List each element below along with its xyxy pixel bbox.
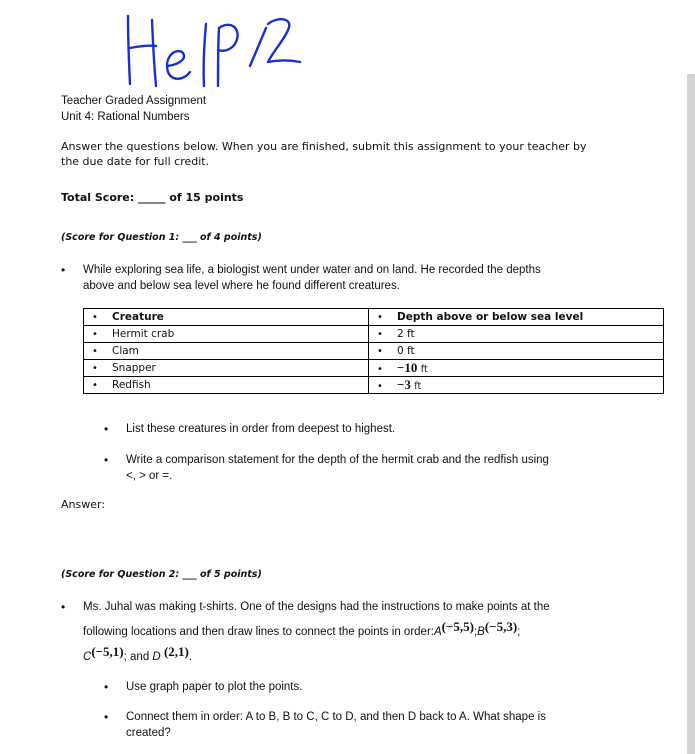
instructions-line-2: the due date for full credit. [61,155,210,168]
header-depth: Depth above or below sea level [397,311,584,323]
creature-depth-table [83,308,664,394]
answer-label: Answer: [61,498,106,511]
q2-prompt-line-1: Ms. Juhal was making t-shirts. One of the designs had the instructions to make points at the [83,601,550,613]
table-row: • Redfish • −3 ft [84,377,664,394]
q2-task-2-bullet: • [104,710,109,724]
point-a-label: A [433,626,442,638]
depth-cell: 0 ft [397,345,415,357]
creature-cell: Clam [112,345,139,357]
course-title: Teacher Graded Assignment [61,95,207,107]
q1-prompt-line-1: While exploring sea life, a biologist went under water and on land. He recorded the depths [83,264,541,276]
handwritten-help-note [118,6,308,88]
point-b-label: B [477,626,485,638]
depth-value: −10 [397,360,418,375]
page-scroll-edge [687,74,695,754]
depth-cell: 2 ft [397,328,415,340]
header-creature: Creature [112,311,164,323]
point-a: (−5,5) [441,619,474,634]
q2-score: (Score for Question 2: ___ of 5 points) [61,569,262,580]
q2-bullet: • [61,600,66,614]
q1-task-1-bullet: • [104,422,109,436]
point-d-label: D [152,651,161,663]
q2-task-2-line-1: Connect them in order: A to B, B to C, C to D, and then D back to A. What shape is [126,711,546,723]
depth-unit: ft [420,364,428,375]
total-score: Total Score: _____ of 15 points [61,191,244,204]
q1-task-2-line-2: <, > or =. [126,470,173,482]
q2-task-2-line-2: created? [126,727,171,739]
q1-task-1: List these creatures in order from deepest to highest. [126,423,396,435]
table-row: • Clam • 0 ft [84,343,664,360]
creature-cell: Redfish [112,379,151,391]
creature-cell: Hermit crab [112,328,175,340]
instructions-line-1: Answer the questions below. When you are finished, submit this assignment to your teacher by [61,140,587,153]
q2-task-1: Use graph paper to plot the points. [126,681,303,693]
q2-task-1-bullet: • [104,680,109,694]
q2-prompt-line-3: C(−5,1); and D (2,1). [83,644,193,663]
table-row: • Snapper • −10 ft [84,360,664,377]
q1-task-2-line-1: Write a comparison statement for the depth of the hermit crab and the redfish using [126,454,549,466]
unit-title: Unit 4: Rational Numbers [61,111,190,123]
q1-prompt-line-2: above and below sea level where he found different creatures. [83,280,400,292]
point-b: (−5,3) [484,619,518,634]
depth-unit: ft [414,381,422,392]
creature-cell: Snapper [112,362,156,374]
point-c-label: C [83,651,92,663]
q1-task-2-bullet: • [104,453,109,467]
table-row: • Hermit crab • 2 ft [84,326,664,343]
q2-prompt-line-2: following locations and then draw lines to connect the points in order:A(−5,5);B(−5,3); [83,619,521,638]
table-header-row: • Creature • Depth above or below sea level [84,309,664,326]
point-d: (2,1) [163,644,189,659]
point-c: (−5,1) [91,644,124,659]
q1-score: (Score for Question 1: ___ of 4 points) [61,232,262,243]
depth-value: −3 [397,377,411,392]
q1-bullet: • [61,263,66,277]
